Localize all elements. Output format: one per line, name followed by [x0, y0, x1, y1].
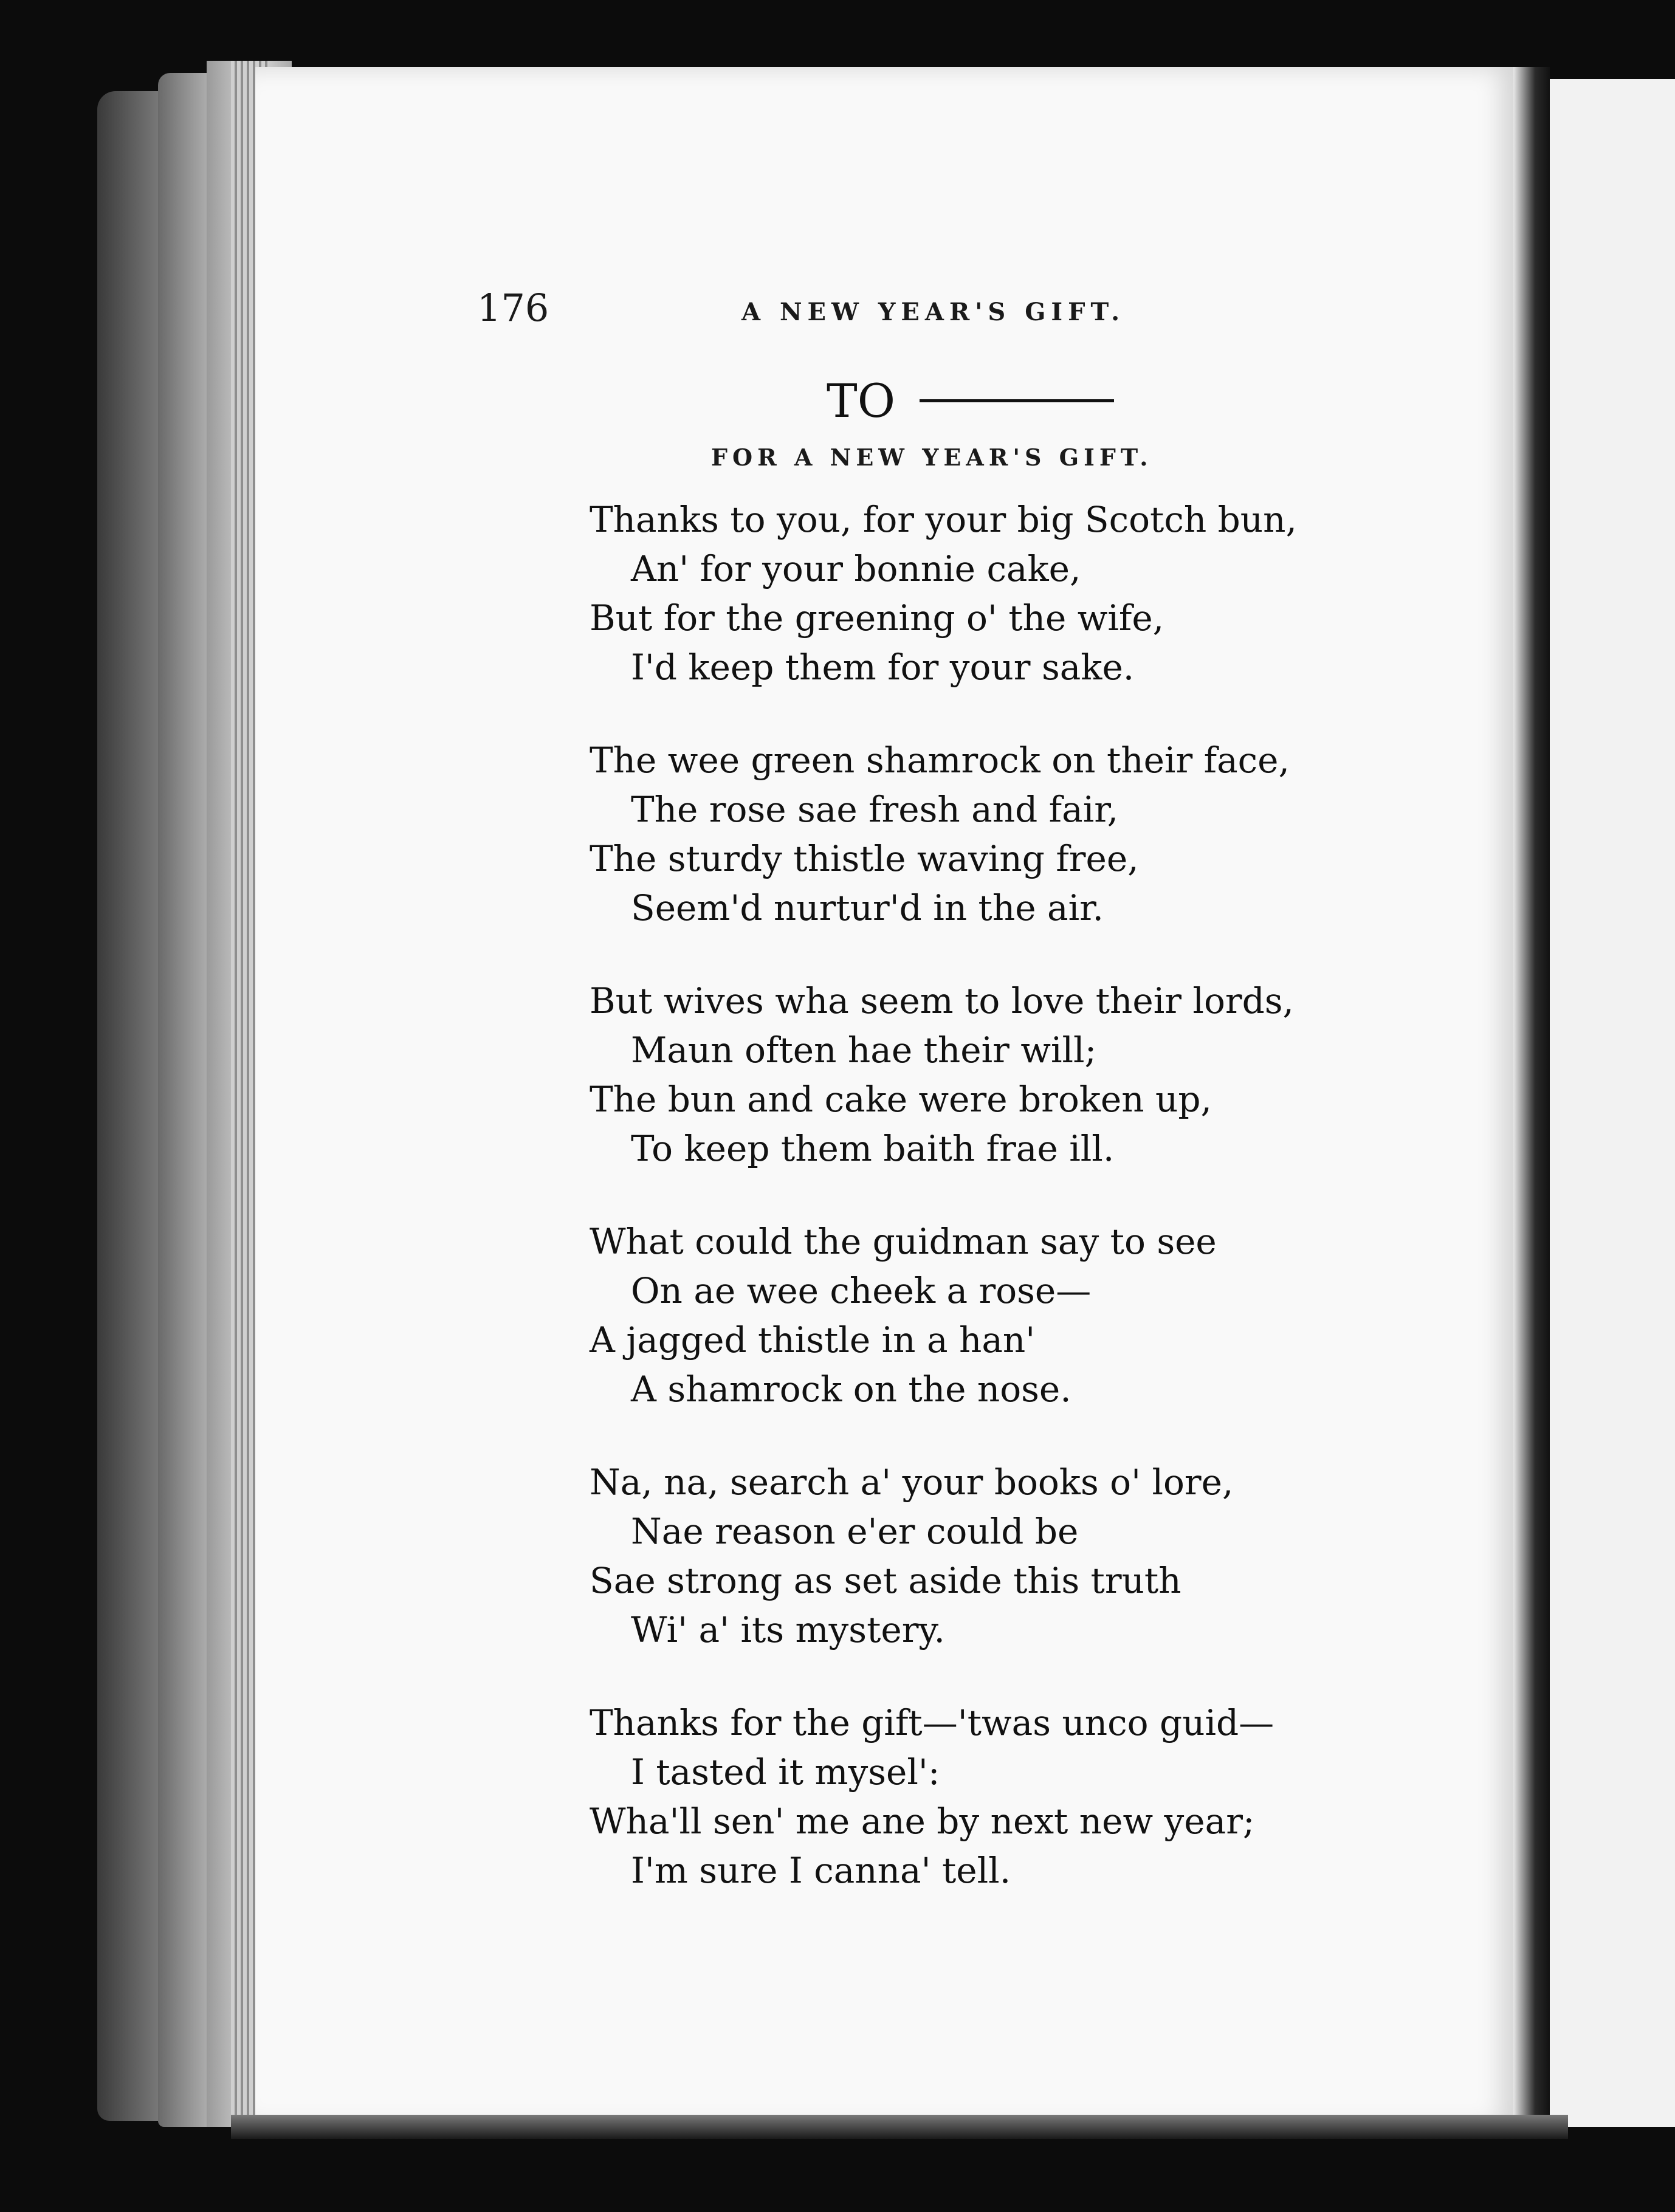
poem-line: The sturdy thistle waving free, — [590, 838, 1139, 879]
poem-line: But wives wha seem to love their lords, — [590, 980, 1294, 1022]
poem-line: Sae strong as set aside this truth — [590, 1560, 1181, 1601]
facing-page-sliver — [1550, 79, 1675, 2127]
book-gutter — [1513, 67, 1550, 2127]
poem-line: I tasted it mysel': — [631, 1751, 940, 1793]
poem-line: To keep them baith frae ill. — [631, 1128, 1115, 1169]
poem-line: An' for your bonnie cake, — [631, 548, 1081, 589]
poem-line: Wha'll sen' me ane by next new year; — [590, 1801, 1255, 1842]
stanza — [590, 495, 1440, 692]
poem-line: I'm sure I canna' tell. — [631, 1850, 1011, 1891]
poem-line: The wee green shamrock on their face, — [590, 740, 1290, 781]
poem-line: On ae wee cheek a rose— — [631, 1270, 1092, 1311]
poem-line: What could the guidman say to see — [590, 1221, 1217, 1262]
poem-line: Maun often hae their will; — [631, 1029, 1097, 1071]
poem-line: Wi' a' its mystery. — [631, 1609, 945, 1650]
poem-title-text: TO — [827, 374, 895, 428]
page-bottom-shadow — [231, 2115, 1568, 2139]
poem-line: But for the greening o' the wife, — [590, 597, 1164, 639]
poem-line: Nae reason e'er could be — [631, 1511, 1079, 1552]
stanza — [590, 1698, 1440, 1895]
poem-title — [827, 374, 1114, 428]
poem-line: Thanks for the gift—'twas unco guid— — [590, 1702, 1274, 1743]
stanza — [590, 977, 1440, 1173]
poem-line: A jagged thistle in a han' — [590, 1319, 1036, 1361]
stanza — [590, 1458, 1440, 1655]
poem-line: Seem'd nurtur'd in the air. — [631, 887, 1104, 929]
running-head: A NEW YEAR'S GIFT. — [741, 298, 1126, 326]
stanza — [590, 1217, 1440, 1414]
poem-line: The bun and cake were broken up, — [590, 1079, 1212, 1120]
stanza — [590, 736, 1440, 933]
poem-line: I'd keep them for your sake. — [631, 647, 1135, 688]
poem-line: Thanks to you, for your big Scotch bun, — [590, 499, 1297, 540]
page-number: 176 — [477, 286, 549, 330]
poem-body — [590, 495, 1440, 1939]
poem-subtitle: FOR A NEW YEAR'S GIFT. — [711, 444, 1153, 471]
poem-line: A shamrock on the nose. — [631, 1369, 1071, 1410]
poem-line: The rose sae fresh and fair, — [631, 789, 1119, 830]
title-dash — [920, 399, 1114, 402]
poem-line: Na, na, search a' your books o' lore, — [590, 1461, 1234, 1503]
